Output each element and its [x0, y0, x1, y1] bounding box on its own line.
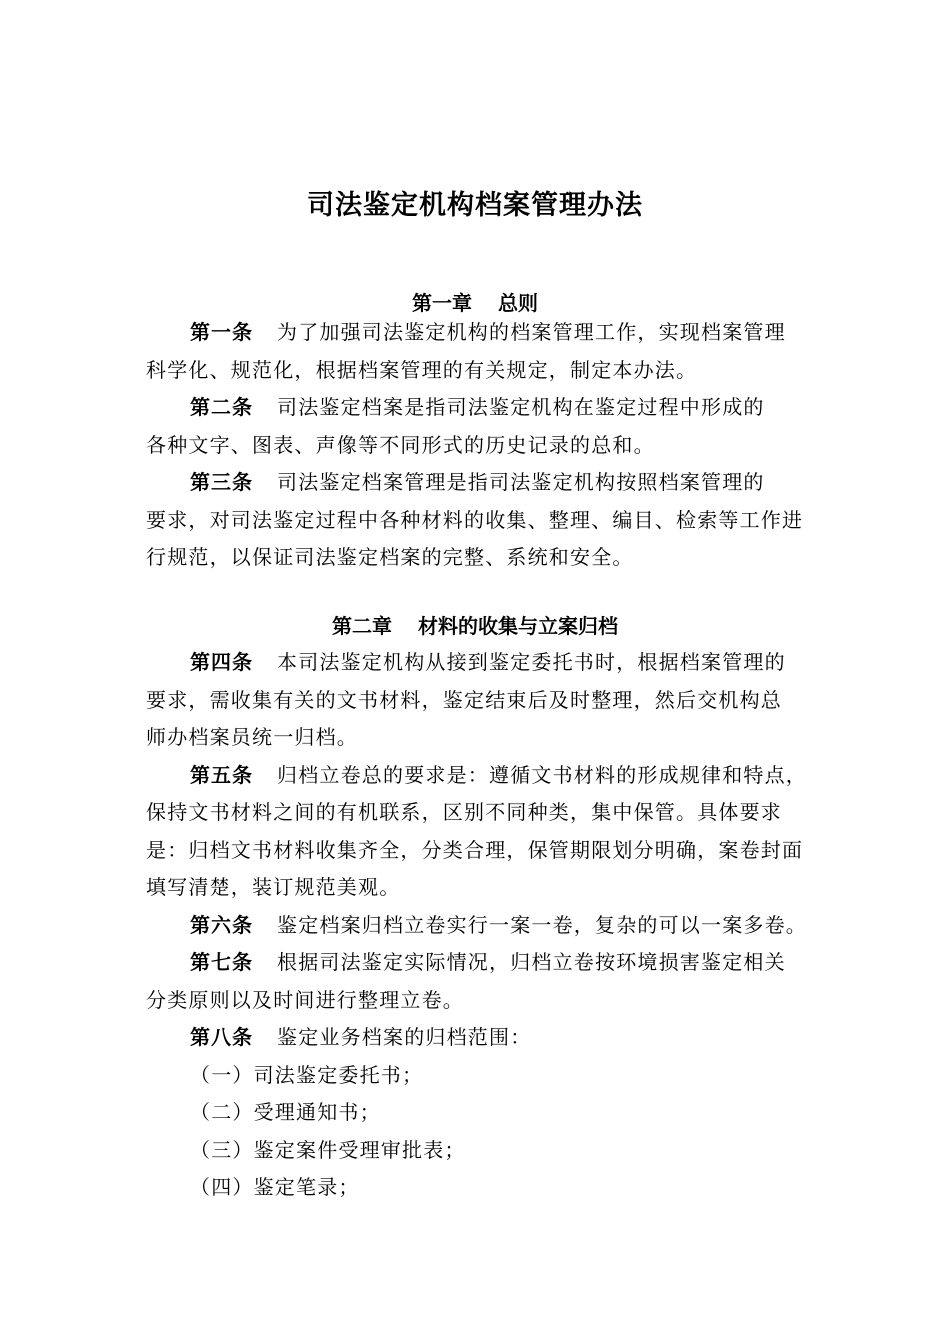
article-2-line-1: 司法鉴定档案是指司法鉴定机构在鉴定过程中形成的 [277, 395, 765, 419]
article-1-line-1: 为了加强司法鉴定机构的档案管理工作，实现档案管理 [277, 320, 786, 344]
chapter-2-name: 材料的收集与立案归档 [418, 614, 618, 638]
article-3-line-1: 司法鉴定档案管理是指司法鉴定机构按照档案管理的 [277, 470, 765, 494]
article-5-line-3: 是：归档文书材料收集齐全，分类合理，保管期限划分明确，案卷封面 [146, 837, 804, 862]
chapter-1-name: 总则 [498, 291, 538, 315]
article-5-label: 第五条 [190, 762, 253, 787]
article-2-label: 第二条 [190, 395, 253, 419]
article-2 [146, 389, 812, 427]
article-3 [146, 464, 812, 502]
article-3-label: 第三条 [190, 470, 253, 494]
article-6-label: 第六条 [190, 912, 253, 937]
chapter-2-heading [0, 611, 950, 641]
article-5-line-4: 填写清楚，装订规范美观。 [146, 875, 401, 899]
chapter-1-number: 第一章 [412, 291, 472, 315]
article-7-line-1: 根据司法鉴定实际情况，归档立卷按环境损害鉴定相关 [277, 950, 786, 974]
article-8-line-1: 鉴定业务档案的归档范围： [277, 1025, 532, 1049]
article-4-line-3: 师办档案员统一归档。 [146, 725, 358, 749]
article-1-label: 第一条 [190, 320, 253, 344]
article-7-label: 第七条 [190, 950, 253, 974]
article-8-label: 第八条 [190, 1025, 253, 1049]
article-4-label: 第四条 [190, 650, 253, 674]
article-7-line-2: 分类原则以及时间进行整理立卷。 [146, 987, 464, 1012]
article-3-line-2: 要求，对司法鉴定过程中各种材料的收集、整理、编目、检索等工作进 [146, 507, 804, 532]
list-item: （一）司法鉴定委托书； [190, 1062, 424, 1087]
article-4-line-1: 本司法鉴定机构从接到鉴定委托书时，根据档案管理的 [277, 650, 786, 674]
article-7 [146, 944, 812, 982]
list-item: （二）受理通知书； [190, 1100, 381, 1124]
article-6-line-1: 鉴定档案归档立卷实行一案一卷，复杂的可以一案多卷。 [277, 912, 807, 937]
list-item: （三）鉴定案件受理审批表； [190, 1137, 466, 1162]
article-4 [146, 644, 812, 682]
chapter-1-body [146, 314, 812, 577]
chapter-2-number: 第二章 [332, 614, 392, 638]
article-3-line-3: 行规范，以保证司法鉴定档案的完整、系统和安全。 [146, 545, 634, 569]
list-item: （四）鉴定笔录； [190, 1175, 360, 1199]
article-5-line-2: 保持文书材料之间的有机联系，区别不同种类，集中保管。具体要求 [146, 800, 782, 824]
article-5 [146, 757, 812, 795]
article-1-line-2: 科学化、规范化，根据档案管理的有关规定，制定本办法。 [146, 357, 698, 382]
document-title: 司法鉴定机构档案管理办法 [307, 190, 643, 221]
article-5-line-1: 归档立卷总的要求是：遵循文书材料的形成规律和特点， [277, 762, 807, 787]
article-6 [146, 907, 812, 945]
article-1 [146, 314, 812, 352]
article-2-line-2: 各种文字、图表、声像等不同形式的历史记录的总和。 [146, 432, 655, 457]
article-4-line-2: 要求，需收集有关的文书材料，鉴定结束后及时整理，然后交机构总 [146, 687, 782, 712]
article-8 [146, 1019, 812, 1057]
chapter-2-body [146, 644, 812, 1207]
